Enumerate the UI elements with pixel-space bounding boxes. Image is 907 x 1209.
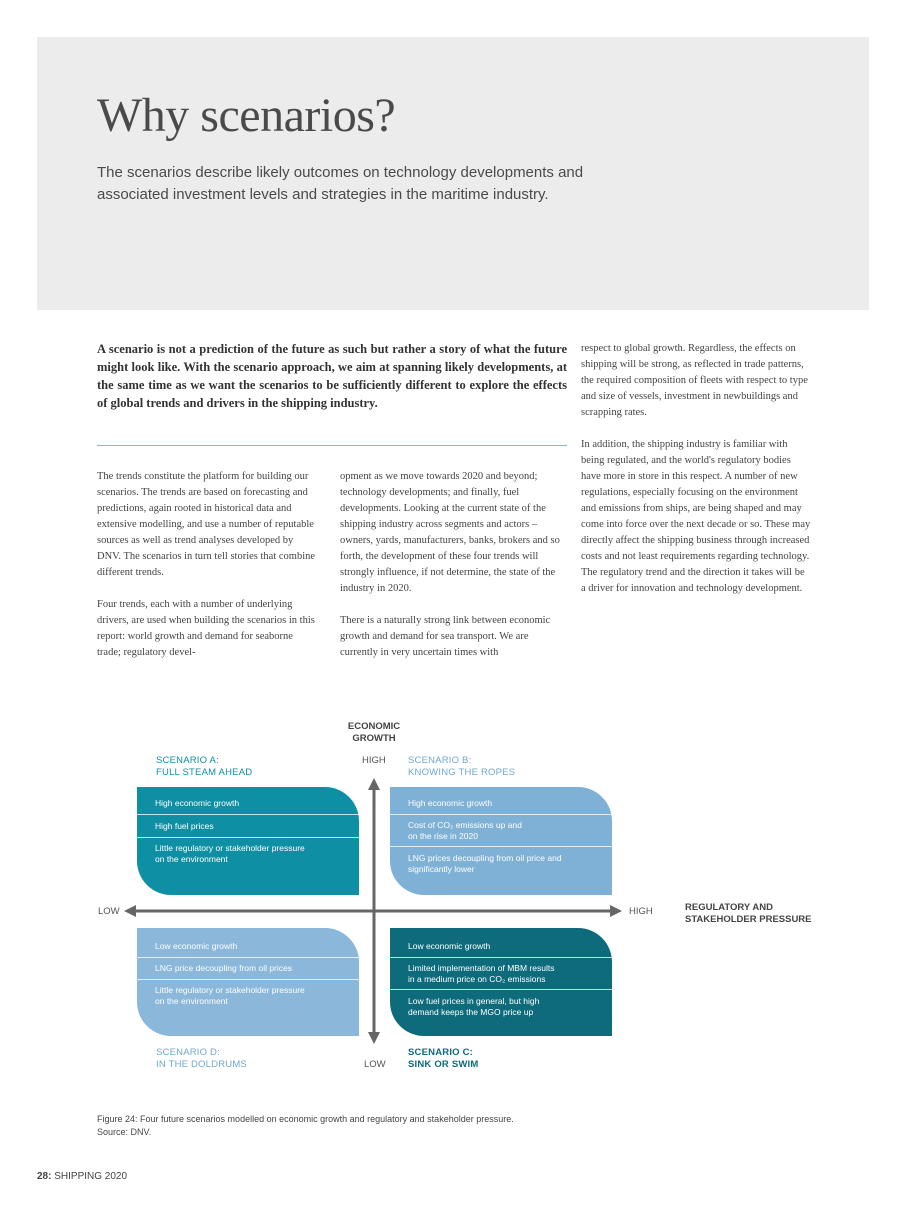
y-axis-label-line: ECONOMIC [347, 721, 401, 732]
paragraph: Four trends, each with a number of underlying drivers, are used when building the scenarios in this report: world growth and demand for seaborne trade; regulatory devel- [97, 599, 315, 658]
scenario-item: Limited implementation of MBM results [408, 963, 555, 973]
scenario-title-line: IN THE DOLDRUMS [156, 1059, 247, 1070]
y-axis-label [330, 721, 418, 745]
scenario-item: demand keeps the MGO price up [408, 1007, 534, 1017]
x-axis-label-line: REGULATORY AND [685, 902, 773, 913]
scenario-d-title [156, 1047, 247, 1071]
x-axis-low: LOW [98, 906, 120, 917]
row-divider [137, 979, 359, 980]
row-divider [390, 957, 612, 958]
figure-caption [97, 1113, 597, 1139]
scenario-title-line: SINK OR SWIM [408, 1059, 479, 1070]
scenario-item: on the environment [155, 996, 228, 1006]
scenario-title-line: SCENARIO D: [156, 1047, 220, 1058]
caption-line: Figure 24: Four future scenarios modelled on economic growth and regulatory and stakeholder pressure. [97, 1114, 514, 1124]
scenario-title-line: SCENARIO B: [408, 755, 472, 766]
scenario-item: in a medium price on CO₂ emissions [408, 974, 546, 984]
scenario-title-line: KNOWING THE ROPES [408, 767, 516, 778]
y-axis-arrow-down [368, 1032, 380, 1044]
x-axis-label [685, 902, 812, 926]
page-footer [37, 1171, 127, 1182]
paragraph: opment as we move towards 2020 and beyond; technology developments; and finally, fuel developments. Looking at the current state of the shipping industry across segments and actors – owners, yards, manufacturers, banks, brokers and so forth, the development of these four trends will strongly influence, if not determine, the state of the industry in 2020. [340, 471, 560, 594]
row-divider [137, 814, 359, 815]
row-divider [390, 846, 612, 847]
scenario-d-box [137, 928, 359, 1036]
scenario-c-title [408, 1047, 478, 1071]
y-axis-arrow-up [368, 778, 380, 790]
paragraph: The trends constitute the platform for building our scenarios. The trends are based on forecasting and predictions, again rooted in historical data and extensive modelling, and use a number of reputable sources as well as trend analyses developed by DNV. The scenarios in turn tell stories that combine different trends. [97, 471, 316, 578]
row-divider [390, 814, 612, 815]
page-title: Why scenarios? [97, 89, 396, 142]
scenario-item: Low fuel prices in general, but high [408, 996, 540, 1006]
scenario-item: LNG price decoupling from oil prices [155, 963, 293, 973]
scenario-item: LNG prices decoupling from oil price and [408, 853, 562, 863]
scenario-item: significantly lower [408, 864, 475, 874]
page-subtitle: The scenarios describe likely outcomes on technology developments and associated investment levels and strategies in the maritime industry. [97, 164, 584, 203]
y-axis-low: LOW [364, 1059, 386, 1070]
x-axis-high: HIGH [629, 906, 653, 917]
publication-name: SHIPPING 2020 [54, 1171, 128, 1182]
scenario-item: Low economic growth [155, 941, 238, 951]
x-axis-label-line: STAKEHOLDER PRESSURE [685, 914, 812, 925]
row-divider [137, 957, 359, 958]
row-divider [137, 837, 359, 838]
paragraph: respect to global growth. Regardless, the effects on shipping will be strong, as reflected in trade patterns, the required composition of fleets with respect to type and size of vessels, investment in newbuildings and scrapping rates. [581, 343, 808, 418]
scenario-diagram [0, 700, 907, 1100]
y-axis-high: HIGH [362, 755, 386, 766]
scenario-item: High economic growth [408, 798, 493, 808]
scenario-item: High fuel prices [155, 821, 214, 831]
caption-line: Source: DNV. [97, 1127, 152, 1137]
lead-paragraph: A scenario is not a prediction of the future as such but rather a story of what the future might look like. With the scenario approach, we aim at spanning likely developments, at the same time as we want the scenarios to be sufficiently different to explore the effects of global trends and drivers in the shipping industry. [97, 342, 567, 410]
paragraph: In addition, the shipping industry is familiar with being regulated, and the world's regulatory bodies have more in store in this respect. A number of new regulations, especially focusing on the environment and emissions from ships, are being shaped and may come into force over the next decade or so. These may directly affect the shipping business through increased costs and not least requirements regarding technology. The regulatory trend and the direction it takes will be a driver for innovation and technology development. [581, 439, 811, 594]
scenario-title-line: SCENARIO A: [156, 755, 219, 766]
row-divider [390, 989, 612, 990]
scenario-item: Cost of CO₂ emissions up and [408, 820, 522, 830]
scenario-b-box [390, 787, 612, 895]
text-column-1 [97, 469, 319, 677]
scenario-item: Low economic growth [408, 941, 491, 951]
text-column-2 [340, 469, 562, 677]
scenario-item: Little regulatory or stakeholder pressure [155, 985, 305, 995]
scenario-item: High economic growth [155, 798, 240, 808]
scenario-title-line: FULL STEAM AHEAD [156, 767, 253, 778]
scenario-item: on the environment [155, 854, 228, 864]
x-axis-arrow-left [124, 905, 136, 917]
paragraph: There is a naturally strong link between economic growth and demand for sea transport. We are currently in very uncertain times with [340, 615, 551, 658]
scenario-b-title [408, 755, 515, 779]
scenario-title-line: SCENARIO C: [408, 1047, 474, 1058]
scenario-item: Little regulatory or stakeholder pressure [155, 843, 305, 853]
text-column-3 [581, 341, 811, 613]
x-axis-arrow-right [610, 905, 622, 917]
y-axis-label-line: GROWTH [352, 733, 396, 744]
scenario-item: on the rise in 2020 [408, 831, 478, 841]
scenario-a-box [137, 787, 359, 895]
page-number: 28: [37, 1171, 52, 1182]
scenario-c-box [390, 928, 612, 1036]
divider [97, 445, 567, 446]
scenario-a-title [156, 755, 252, 779]
